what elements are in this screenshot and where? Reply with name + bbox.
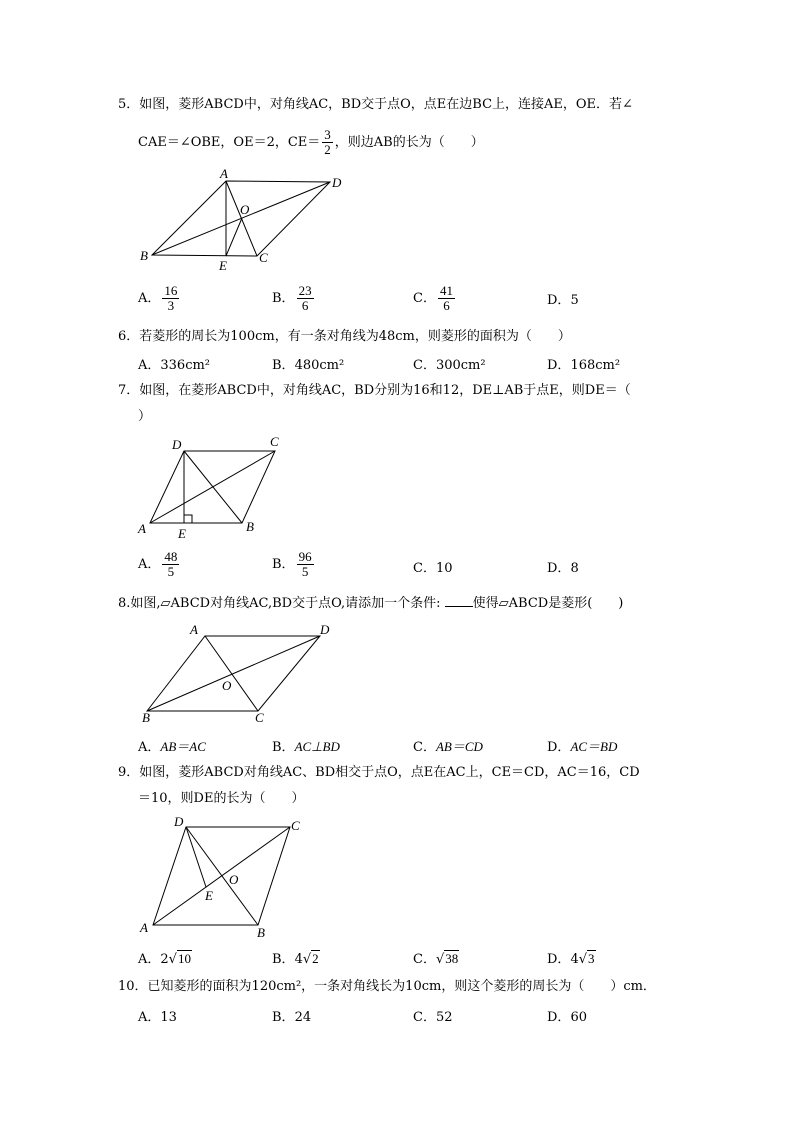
q8-label-b: B bbox=[142, 710, 150, 725]
q9-label-d: D bbox=[174, 814, 184, 829]
q8-option-b[interactable]: B．AC⊥BD bbox=[272, 739, 340, 755]
q9-label-c: C bbox=[291, 818, 300, 833]
q7-stem-line2: ） bbox=[138, 409, 152, 424]
q5-label-a: A bbox=[220, 166, 228, 181]
q10-option-d[interactable]: D．60 bbox=[547, 1010, 587, 1025]
q8-option-c[interactable]: C．AB＝CD bbox=[413, 739, 483, 755]
sqrt-icon: √3 bbox=[578, 951, 595, 967]
q7-stem-line1: 7．如图，在菱形ABCD中，对角线AC，BD分别为16和12，DE⊥AB于点E，则DE＝（ bbox=[118, 383, 631, 398]
q9-diagonal-bd bbox=[186, 827, 258, 925]
q9-segment-de bbox=[186, 827, 206, 887]
q6-option-d[interactable]: D．168cm² bbox=[547, 358, 621, 373]
q5-option-c[interactable]: C． $\frac{41}{6}$ bbox=[413, 283, 453, 313]
q9-label-o: O bbox=[229, 872, 239, 887]
parallelogram-icon: ▱ bbox=[498, 596, 509, 611]
q5-label-b: B bbox=[140, 248, 148, 263]
q7-option-d[interactable]: D．8 bbox=[547, 561, 579, 576]
q6-option-c[interactable]: C．300cm² bbox=[413, 358, 486, 373]
q8-label-o: O bbox=[222, 678, 232, 693]
sqrt-icon: √10 bbox=[168, 951, 191, 967]
q8-label-c: C bbox=[255, 710, 264, 725]
q5-label-c: C bbox=[259, 250, 268, 265]
q10-option-b[interactable]: B．24 bbox=[272, 1010, 312, 1025]
q7-option-a[interactable]: A． $\frac{48}{5}$ bbox=[138, 549, 178, 579]
sqrt-icon: √38 bbox=[435, 951, 459, 967]
q9-stem-line1: 9．如图，菱形ABCD对角线AC、BD相交于点O，点E在AC上，CE＝CD，AC＝16，CD bbox=[118, 765, 640, 780]
q8-option-a[interactable]: A．AB＝AC bbox=[138, 739, 206, 755]
q5-label-e: E bbox=[219, 258, 227, 273]
q9-label-a: A bbox=[140, 920, 148, 935]
q8-option-d[interactable]: D．AC＝BD bbox=[547, 739, 618, 755]
q7-label-b: B bbox=[246, 519, 254, 534]
q7-label-e: E bbox=[178, 526, 186, 541]
q10-option-c[interactable]: C．52 bbox=[413, 1010, 453, 1025]
q7-label-d: D bbox=[172, 437, 182, 452]
q10-option-a[interactable]: A．13 bbox=[138, 1010, 177, 1025]
q10-stem: 10．已知菱形的面积为120cm²，一条对角线长为10cm，则这个菱形的周长为（ ）cm． bbox=[118, 979, 656, 994]
q7-label-c: C bbox=[270, 434, 279, 449]
q7-option-c[interactable]: C．10 bbox=[413, 561, 453, 576]
parallelogram-icon: ▱ bbox=[160, 596, 171, 611]
q9-option-d[interactable]: D．4√3 bbox=[547, 951, 595, 967]
q6-stem: 6．若菱形的周长为100cm，有一条对角线为48cm，则菱形的面积为（ ） bbox=[118, 329, 571, 344]
q9-option-b[interactable]: B．4√2 bbox=[272, 951, 319, 967]
q5-option-d[interactable]: D．5 bbox=[547, 293, 579, 308]
q5-stem-line2-a: CAE＝∠OBE，OE＝2，CE＝ bbox=[138, 135, 321, 150]
q5-label-d: D bbox=[332, 175, 342, 190]
q9-label-b: B bbox=[257, 925, 265, 940]
q5-option-b[interactable]: B． $\frac{23}{6}$ bbox=[272, 283, 312, 313]
q5-ce-fraction: $\frac{3}{2}$ bbox=[324, 127, 331, 157]
sqrt-icon: √2 bbox=[302, 951, 319, 967]
q9-stem-line2: ＝10，则DE的长为（ ） bbox=[138, 791, 305, 806]
q9-label-e: E bbox=[205, 888, 213, 903]
q5-option-a[interactable]: A． $\frac{16}{3}$ bbox=[138, 283, 178, 313]
q8-stem: 8.如图,▱ABCD对角线AC,BD交于点O,请添加一个条件: 使得▱ABCD是菱形( ) bbox=[118, 596, 624, 611]
q5-stem-line1: 5．如图，菱形ABCD中，对角线AC，BD交于点O，点E在边BC上，连接AE，OE．若∠ bbox=[118, 97, 633, 112]
q8-label-d: D bbox=[320, 622, 330, 637]
q5-label-o: O bbox=[240, 202, 250, 217]
q6-option-b[interactable]: B．480cm² bbox=[272, 358, 345, 373]
q7-label-a: A bbox=[138, 521, 146, 536]
q5-stem-line2-b: ，则边AB的长为（ ） bbox=[334, 135, 484, 150]
q6-option-a[interactable]: A．336cm² bbox=[138, 358, 211, 373]
q9-option-c[interactable]: C．√38 bbox=[413, 951, 459, 967]
q9-option-a[interactable]: A．2√10 bbox=[138, 951, 191, 967]
q7-option-b[interactable]: B． $\frac{96}{5}$ bbox=[272, 549, 312, 579]
q8-label-a: A bbox=[190, 622, 198, 637]
